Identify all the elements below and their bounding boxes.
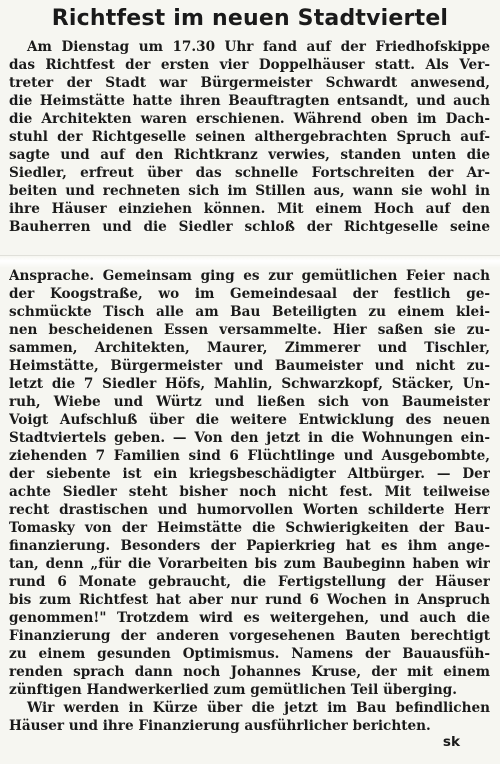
- article-paragraph-2: [9, 267, 490, 735]
- text-line: sammen, Architekten, Maurer, Zimmerer und Tischler,: [9, 340, 490, 356]
- text-line: renden sprach dann noch Johannes Kruse, der mit einem: [9, 664, 490, 680]
- text-line: finanzierung. Besonders der Papierkrieg hat es ihm ange-: [9, 538, 490, 554]
- text-line: der siebente ist ein kriegsbeschädigter Altbürger. — Der: [9, 466, 490, 482]
- text-line: Heimstätte, Bürgermeister und Baumeister und nicht zu-: [9, 358, 490, 374]
- text-line: zünftigen Handwerkerlied zum gemütlichen Teil überging.: [9, 682, 457, 698]
- text-line: die Architekten waren erschienen. Während oben im Dach-: [9, 111, 490, 127]
- author-signature: sk: [442, 734, 460, 750]
- article-headline: Richtfest im neuen Stadtviertel: [51, 6, 449, 31]
- text-line: ziehenden 7 Familien sind 6 Flüchtlinge und Ausgebombte,: [9, 448, 490, 464]
- text-line: Voigt Aufschluß über die weitere Entwicklung des neuen: [9, 412, 490, 428]
- text-line: ruh, Wiebe und Würtz und ließen sich von Baumeister: [9, 394, 490, 410]
- article-paragraph-1: [9, 38, 490, 236]
- text-line: die Heimstätte hatte ihren Beauftragten entsandt, und auch: [9, 93, 490, 109]
- text-line: genommen!" Trotzdem wird es weitergehen, und auch die: [9, 610, 490, 626]
- text-line: Tomasky von der Heimstätte die Schwierigkeiten der Bau-: [9, 520, 490, 536]
- text-line: stuhl der Richtgeselle seinen althergebrachten Spruch auf-: [9, 129, 490, 145]
- text-line: bis zum Richtfest hat aber nur rund 6 Wochen in Anspruch: [9, 592, 490, 608]
- text-line: schmückte Tisch alle am Bau Beteiligten zu einem klei-: [9, 304, 490, 320]
- text-line: beiten und rechneten sich im Stillen aus, wann sie wohl in: [9, 183, 490, 199]
- text-line: ihre Häuser einziehen können. Mit einem Hoch auf den: [9, 201, 490, 217]
- text-line: recht drastischen und humorvollen Worten schilderte Herr: [9, 502, 490, 518]
- text-line: das Richtfest der ersten vier Doppelhäuser statt. Als Ver-: [9, 57, 490, 73]
- text-line: Am Dienstag um 17.30 Uhr fand auf der Friedhofskippe: [27, 39, 490, 55]
- text-line: letzt die 7 Siedler Höfs, Mahlin, Schwarzkopf, Stäcker, Un-: [9, 376, 490, 392]
- text-line: Bauherren und die Siedler schloß der Richtgeselle seine: [9, 219, 490, 235]
- text-line: treter der Stadt war Bürgermeister Schwardt anwesend,: [9, 75, 490, 91]
- text-line: der Koogstraße, wo im Gemeindesaal der festlich ge-: [9, 286, 490, 302]
- text-line: Siedler, erfreut über das schnelle Fortschreiten der Ar-: [9, 165, 490, 181]
- text-line: Stadtviertels geben. — Von den jetzt in die Wohnungen ein-: [9, 430, 490, 446]
- text-line: Ansprache. Gemeinsam ging es zur gemütlichen Feier nach: [9, 268, 490, 284]
- text-line: sagte und auf den Richtkranz verwies, standen unten die: [9, 147, 490, 163]
- text-line: achte Siedler steht bisher noch nicht fest. Mit teilweise: [9, 484, 490, 500]
- text-line: rund 6 Monate gebraucht, die Fertigstellung der Häuser: [9, 574, 490, 590]
- text-line: Finanzierung der anderen vorgesehenen Bauten berechtigt: [9, 628, 490, 644]
- text-line: nen bescheidenen Essen versammelte. Hier saßen sie zu-: [9, 322, 490, 338]
- text-line: zu einem gesunden Optimismus. Namens der Bauausfüh-: [9, 646, 490, 662]
- text-line: tan, denn „für die Vorarbeiten bis zum Baubeginn haben wir: [9, 556, 490, 572]
- text-line: Häuser und ihre Finanzierung ausführlicher berichten.: [9, 718, 431, 734]
- text-line: Wir werden in Kürze über die jetzt im Bau befindlichen: [27, 700, 490, 716]
